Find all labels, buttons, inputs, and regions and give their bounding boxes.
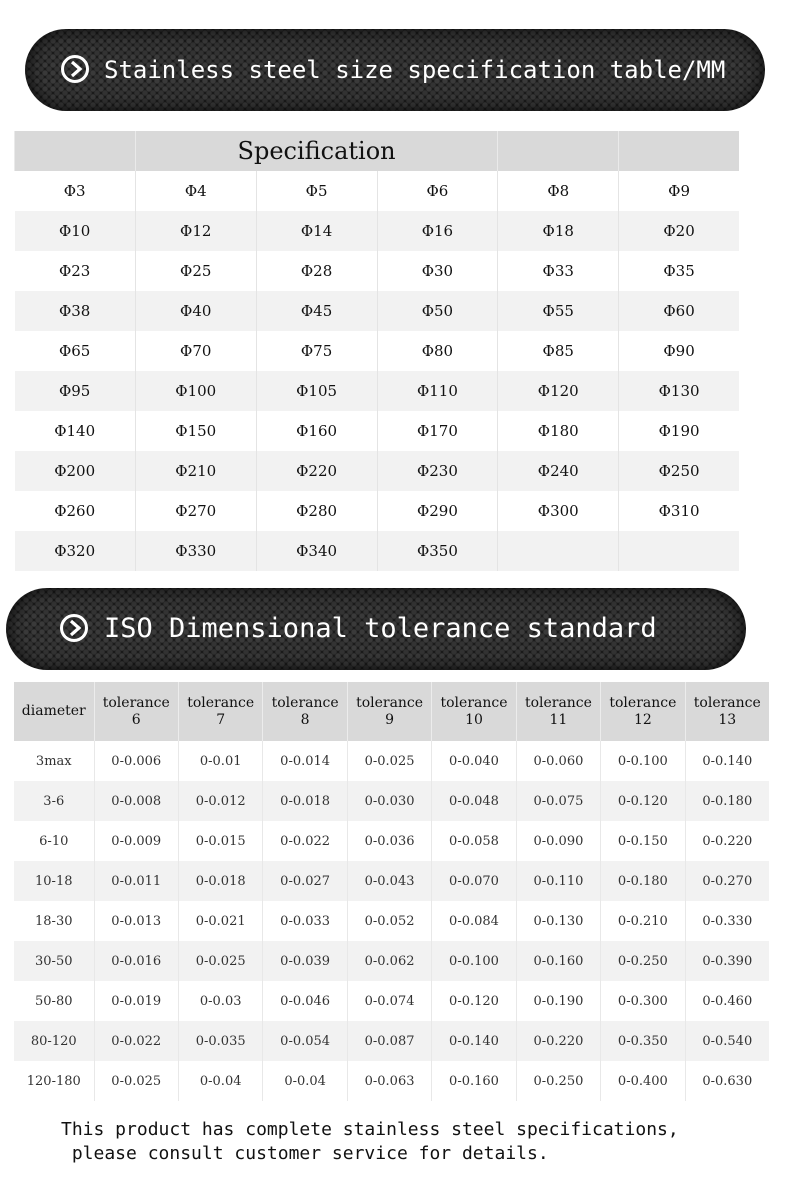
tolerance-row [14,941,769,981]
diameter-cell: 30-50 [14,941,94,981]
spec-cell: Φ160 [256,411,377,451]
spec-cell: Φ10 [15,211,136,251]
spec-cell [619,531,739,571]
spec-cell: Φ170 [377,411,498,451]
tolerance-cell: 0-0.210 [601,901,685,941]
tolerance-cell: 0-0.300 [601,981,685,1021]
tolerance-cell: 0-0.036 [347,821,431,861]
tolerance-cell: 0-0.150 [601,821,685,861]
tolerance-cell: 0-0.160 [516,941,600,981]
tolerance-row [14,861,769,901]
tolerance-cell: 0-0.015 [178,821,262,861]
tolerance-row [14,981,769,1021]
spec-cell: Φ310 [619,491,739,531]
spec-cell: Φ70 [135,331,256,371]
spec-cell: Φ105 [256,371,377,411]
tolerance-cell: 0-0.025 [94,1061,178,1101]
tolerance-header: tolerance 13 [685,682,769,741]
spec-cell: Φ3 [15,171,136,211]
spec-cell: Φ100 [135,371,256,411]
tolerance-header: tolerance 10 [432,682,516,741]
spec-cell: Φ210 [135,451,256,491]
tolerance-cell: 0-0.048 [432,781,516,821]
diameter-header: diameter [14,682,94,741]
spec-cell: Φ180 [498,411,619,451]
tolerance-row [14,741,769,781]
diameter-cell: 3max [14,741,94,781]
tolerance-cell: 0-0.054 [263,1021,347,1061]
spec-cell: Φ38 [15,291,136,331]
spec-cell: Φ95 [15,371,136,411]
tolerance-cell: 0-0.190 [516,981,600,1021]
footer-line-1: This product has complete stainless steel specifications, [61,1119,679,1140]
tolerance-cell: 0-0.030 [347,781,431,821]
spec-cell: Φ110 [377,371,498,411]
tolerance-cell: 0-0.084 [432,901,516,941]
diameter-cell: 3-6 [14,781,94,821]
tolerance-cell: 0-0.009 [94,821,178,861]
spec-cell: Φ270 [135,491,256,531]
tolerance-cell: 0-0.100 [601,741,685,781]
tolerance-cell: 0-0.250 [601,941,685,981]
spec-header-row [15,131,740,171]
spec-cell: Φ150 [135,411,256,451]
tolerance-cell: 0-0.025 [347,741,431,781]
tolerance-cell: 0-0.01 [178,741,262,781]
spec-cell: Φ320 [15,531,136,571]
tolerance-cell: 0-0.180 [685,781,769,821]
tolerance-cell: 0-0.03 [178,981,262,1021]
tolerance-header: tolerance 11 [516,682,600,741]
spec-cell: Φ60 [619,291,739,331]
chevron-right-circle-icon [61,55,89,83]
spec-cell: Φ9 [619,171,739,211]
spec-cell: Φ30 [377,251,498,291]
tolerance-cell: 0-0.043 [347,861,431,901]
tolerance-cell: 0-0.400 [601,1061,685,1101]
tolerance-cell: 0-0.330 [685,901,769,941]
tolerance-cell: 0-0.120 [432,981,516,1021]
spec-header-cell [498,131,619,171]
specification-table [14,131,739,571]
spec-row [15,211,740,251]
spec-cell: Φ28 [256,251,377,291]
spec-cell: Φ120 [498,371,619,411]
banner-title: Stainless steel size specification table/MM [104,56,726,84]
tolerance-cell: 0-0.022 [94,1021,178,1061]
tolerance-cell: 0-0.018 [263,781,347,821]
tolerance-cell: 0-0.090 [516,821,600,861]
spec-cell: Φ260 [15,491,136,531]
spec-row [15,291,740,331]
tolerance-banner [6,588,746,670]
tolerance-header: tolerance 6 [94,682,178,741]
tolerance-cell: 0-0.540 [685,1021,769,1061]
banner-title: ISO Dimensional tolerance standard [104,613,657,644]
spec-cell: Φ80 [377,331,498,371]
tolerance-cell: 0-0.006 [94,741,178,781]
tolerance-cell: 0-0.011 [94,861,178,901]
spec-cell: Φ190 [619,411,739,451]
tolerance-cell: 0-0.058 [432,821,516,861]
diameter-cell: 6-10 [14,821,94,861]
spec-cell: Φ240 [498,451,619,491]
spec-cell: Φ12 [135,211,256,251]
spec-cell: Φ16 [377,211,498,251]
spec-row [15,171,740,211]
spec-cell: Φ300 [498,491,619,531]
tolerance-cell: 0-0.060 [516,741,600,781]
tolerance-header: tolerance 12 [601,682,685,741]
spec-cell: Φ23 [15,251,136,291]
spec-cell: Φ340 [256,531,377,571]
tolerance-cell: 0-0.120 [601,781,685,821]
tolerance-cell: 0-0.025 [178,941,262,981]
tolerance-cell: 0-0.110 [516,861,600,901]
tolerance-cell: 0-0.063 [347,1061,431,1101]
spec-cell: Φ90 [619,331,739,371]
tolerance-header: tolerance 7 [178,682,262,741]
tolerance-header: tolerance 8 [263,682,347,741]
spec-row [15,531,740,571]
spec-cell: Φ20 [619,211,739,251]
spec-cell: Φ50 [377,291,498,331]
tolerance-cell: 0-0.070 [432,861,516,901]
tolerance-cell: 0-0.04 [263,1061,347,1101]
tolerance-row [14,821,769,861]
tolerance-cell: 0-0.008 [94,781,178,821]
spec-cell: Φ18 [498,211,619,251]
spec-cell: Φ230 [377,451,498,491]
diameter-cell: 80-120 [14,1021,94,1061]
diameter-cell: 120-180 [14,1061,94,1101]
spec-cell: Φ40 [135,291,256,331]
tolerance-row [14,1021,769,1061]
spec-row [15,491,740,531]
tolerance-cell: 0-0.062 [347,941,431,981]
tolerance-cell: 0-0.033 [263,901,347,941]
tolerance-cell: 0-0.016 [94,941,178,981]
tolerance-header: tolerance 9 [347,682,431,741]
tolerance-cell: 0-0.046 [263,981,347,1021]
tolerance-cell: 0-0.140 [432,1021,516,1061]
tolerance-cell: 0-0.018 [178,861,262,901]
spec-cell: Φ35 [619,251,739,291]
tolerance-cell: 0-0.022 [263,821,347,861]
tolerance-cell: 0-0.019 [94,981,178,1021]
chevron-right-circle-icon [60,614,88,642]
spec-cell: Φ130 [619,371,739,411]
spec-cell: Φ14 [256,211,377,251]
spec-cell: Φ4 [135,171,256,211]
tolerance-table [14,682,769,1101]
tolerance-cell: 0-0.087 [347,1021,431,1061]
tolerance-cell: 0-0.130 [516,901,600,941]
tolerance-cell: 0-0.160 [432,1061,516,1101]
tolerance-cell: 0-0.140 [685,741,769,781]
tolerance-cell: 0-0.220 [685,821,769,861]
tolerance-cell: 0-0.013 [94,901,178,941]
tolerance-row [14,1061,769,1101]
tolerance-cell: 0-0.035 [178,1021,262,1061]
spec-cell: Φ85 [498,331,619,371]
footer-note [61,1118,679,1166]
spec-cell: Φ330 [135,531,256,571]
spec-cell: Φ350 [377,531,498,571]
spec-header-cell [15,131,136,171]
spec-cell: Φ45 [256,291,377,331]
spec-row [15,411,740,451]
tolerance-cell: 0-0.014 [263,741,347,781]
spec-cell [498,531,619,571]
spec-cell: Φ55 [498,291,619,331]
spec-header-title: Specification [135,131,498,171]
tolerance-cell: 0-0.021 [178,901,262,941]
diameter-cell: 18-30 [14,901,94,941]
tolerance-cell: 0-0.180 [601,861,685,901]
spec-cell: Φ25 [135,251,256,291]
tolerance-cell: 0-0.350 [601,1021,685,1061]
tolerance-cell: 0-0.630 [685,1061,769,1101]
tolerance-cell: 0-0.012 [178,781,262,821]
tolerance-cell: 0-0.390 [685,941,769,981]
spec-cell: Φ200 [15,451,136,491]
spec-cell: Φ290 [377,491,498,531]
tolerance-cell: 0-0.040 [432,741,516,781]
spec-header-cell [619,131,739,171]
tolerance-row [14,901,769,941]
footer-line-2: please consult customer service for details. [61,1143,549,1164]
spec-row [15,251,740,291]
tolerance-header-row [14,682,769,741]
tolerance-row [14,781,769,821]
spec-cell: Φ75 [256,331,377,371]
spec-cell: Φ6 [377,171,498,211]
spec-cell: Φ250 [619,451,739,491]
spec-cell: Φ33 [498,251,619,291]
diameter-cell: 10-18 [14,861,94,901]
spec-cell: Φ5 [256,171,377,211]
tolerance-cell: 0-0.100 [432,941,516,981]
tolerance-cell: 0-0.220 [516,1021,600,1061]
diameter-cell: 50-80 [14,981,94,1021]
spec-cell: Φ8 [498,171,619,211]
tolerance-cell: 0-0.074 [347,981,431,1021]
spec-row [15,331,740,371]
tolerance-cell: 0-0.250 [516,1061,600,1101]
tolerance-cell: 0-0.052 [347,901,431,941]
spec-cell: Φ220 [256,451,377,491]
spec-row [15,451,740,491]
spec-cell: Φ280 [256,491,377,531]
spec-cell: Φ140 [15,411,136,451]
tolerance-cell: 0-0.027 [263,861,347,901]
spec-row [15,371,740,411]
tolerance-cell: 0-0.460 [685,981,769,1021]
tolerance-cell: 0-0.270 [685,861,769,901]
tolerance-cell: 0-0.039 [263,941,347,981]
tolerance-cell: 0-0.04 [178,1061,262,1101]
spec-cell: Φ65 [15,331,136,371]
spec-banner [25,29,765,111]
tolerance-cell: 0-0.075 [516,781,600,821]
